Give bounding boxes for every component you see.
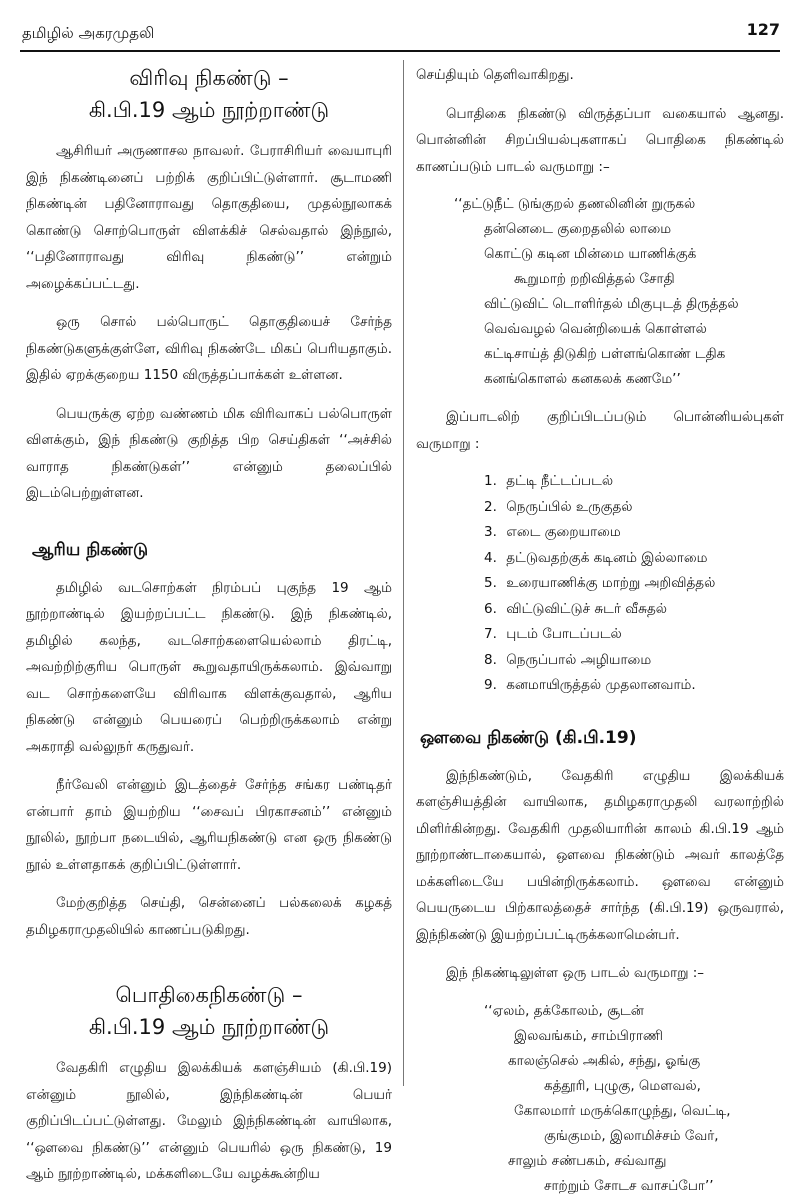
avvai-para-2: இந் நிகண்டிலுள்ள ஒரு பாடல் வருமாறு :– [446, 965, 705, 981]
list-item: 8. நெருப்பால் அழியாமை [484, 651, 652, 668]
verse-line: காலஞ்செல் அகில், சந்து, ஓங்கு [508, 1052, 701, 1069]
viriviu-para-1: ஆசிரியர் அருணாசல நாவலர். பேராசிரியர் வையாபுரி இந் நிகண்டினைப் பற்றிக் குறிப்பிட்டுள்ளார். சூடாமணி நிகண்டின் பதினோராவது தொகுதியை, முதல்நூலாகக் கொண்டு சொற்பொருள் விளக்கிச் செல்வதால் இந்நூல், ‘‘பதினோராவது விரிவு நிகண்டு’’ என்றும் அழைக்கப்பட்டது. [26, 143, 392, 292]
ariya-para-1: தமிழில் வடசொற்கள் நிரம்பப் புகுந்த 19 ஆம் நூற்றாண்டில் இயற்றப்பட்ட நிகண்டு. இந் நிகண்டில், தமிழில் கலந்த, வடசொற்களையெல்லாம் திரட்டி, அவற்றிற்குரிய பொருள் கூறுவதாயிருக்கலாம். இவ்வாறு வட சொற்களையே விரிவாக விளக்குவதால், ஆரிய நிகண்டு என்னும் பெயரைப் பெற்றிருக்கலாம் என்று அகராதி வல்லுநர் கருதுவர். [26, 579, 392, 755]
avvai-para-1: இந்நிகண்டும், வேதகிரி எழுதிய இலக்கியக் களஞ்சியத்தின் வாயிலாக, தமிழகராமுதலி வரலாற்றில் மிளிர்கின்றது. வேதகிரி முதலியாரின் காலம் கி.பி.19 ஆம் நூற்றாண்டாகையால், ஔவை நிகண்டும் அவர் காலத்தே மக்களிடையே பயின்றிருக்கலாம். ஔவை என்னும் பெயருடைய பிற்காலத்தைச் சார்ந்த (கி.பி.19) ஒருவரால், இந்நிகண்டு இயற்றப்பட்டிருக்கலாமென்பர். [416, 767, 784, 943]
verse-line: கொட்டு கடின மின்மை யாணிக்குக் [484, 246, 697, 262]
list-item: 4. தட்டுவதற்குக் கடினம் இல்லாமை [484, 549, 708, 566]
pothigai-section-title [26, 979, 392, 1043]
column-divider [403, 60, 404, 1086]
list-item: 2. நெருப்பில் உருகுதல் [484, 498, 633, 515]
ariya-para-3: மேற்குறித்த செய்தி, சென்னைப் பல்கலைக் கழகத் தமிழகராமுதலியில் காணப்படுகிறது. [26, 895, 392, 938]
page-number: 127 [746, 20, 780, 39]
viriviu-title-line2: கி.பி.19 ஆம் நூற்றாண்டு [88, 98, 330, 122]
viriviu-para-2: ஒரு சொல் பல்பொருட் தொகுதியைச் சேர்ந்த நிகண்டுகளுக்குள்ளே, விரிவு நிகண்டே மிகப் பெரியதாகும். இதில் ஏறக்குறைய 1150 விருத்தப்பாக்கள் உள்ளன. [26, 314, 392, 383]
list-item: 5. உரையாணிக்கு மாற்று அறிவித்தல் [484, 575, 716, 591]
pothigai-title-line2: கி.பி.19 ஆம் நூற்றாண்டு [88, 1015, 330, 1039]
verse-line: கனங்கொளல் கனகலக் கணமே’’ [484, 371, 681, 387]
verse-line: சாலும் சண்பகம், சவ்வாது [508, 1152, 667, 1169]
verse-line: சாற்றும் சோடச வாசப்போ’’ [544, 1177, 714, 1194]
pothigai-para-2: பொதிகை நிகண்டு விருத்தப்பா வகையால் ஆனது. பொன்னின் சிறப்பியல்புகளாகப் பொதிகை நிகண்டில் காணப்படும் பாடல் வருமாறு :– [416, 105, 784, 175]
verse-line: ‘‘ஏலம், தக்கோலம், சூடன் [484, 1002, 644, 1019]
pothigai-title-line1: பொதிகைநிகண்டு – [115, 983, 303, 1007]
verse-line: கட்டிசாய்த் திடுகிற் பள்ளங்கொண் டதிக [484, 346, 726, 362]
verse-line: குங்குமம், இலாமிச்சம் வேர், [544, 1127, 719, 1144]
ariya-heading: ஆரிய நிகண்டு [32, 539, 148, 560]
verse-line: கத்தூரி, புழுகு, மௌவல், [544, 1077, 701, 1094]
verse-line: கோலமார் மருக்கொழுந்து, வெட்டி, [514, 1102, 731, 1119]
right-column [416, 62, 784, 1194]
pothigai-para-1: வேதகிரி எழுதிய இலக்கியக் களஞ்சியம் (கி.பி.19) என்னும் நூலில், இந்நிகண்டின் பெயர் குறிப்பிடப்பட்டுள்ளது. மேலும் இந்நிகண்டின் வாயிலாக, ‘‘ஔவை நிகண்டு’’ என்னும் பெயரில் ஒரு நிகண்டு, 19 ஆம் நூற்றாண்டில், மக்களிடையே வழக்கூன்றிய [26, 1060, 392, 1182]
list-item: 6. விட்டுவிட்டுச் சுடர் வீசுதல் [484, 600, 667, 617]
viriviu-title-line1: விரிவு நிகண்டு – [129, 66, 289, 90]
list-item: 7. புடம் போடப்படல் [484, 626, 622, 642]
left-column [26, 62, 392, 1182]
running-title: தமிழில் அகரமுதலி [22, 24, 155, 42]
verse-line: வெவ்வழல் வென்றியைக் கொள்ளல் [484, 321, 707, 337]
avvai-verse [484, 999, 784, 1199]
viriviu-section-title [26, 62, 392, 126]
verse-line: தன்னெடை குறைதலில் லாமை [484, 221, 672, 237]
avvai-heading: ஔவை நிகண்டு (கி.பி.19) [420, 727, 637, 748]
verse-line: கூறுமாற் றறிவித்தல் சோதி [514, 271, 675, 287]
list-item: 9. கனமாயிருத்தல் முதலானவாம். [484, 677, 696, 693]
viriviu-para-3: பெயருக்கு ஏற்ற வண்ணம் மிக விரிவாகப் பல்பொருள் விளக்கும், இந் நிகண்டு குறித்த பிற செய்திகள் ‘‘அச்சில் வாராத நிகண்டுகள்’’ என்னும் தலைப்பில் இடம்பெற்றுள்ளன. [26, 405, 392, 501]
continued-line: செய்தியும் தெளிவாகிறது. [416, 67, 574, 83]
pothigai-verse [454, 192, 784, 392]
list-item: 1. தட்டி நீட்டப்படல் [484, 473, 614, 489]
gold-properties-list [416, 469, 784, 699]
verse-line: விட்டுவிட் டொளிர்தல் மிகுபுடத் திருத்தல் [484, 296, 739, 312]
pothigai-para-3: இப்பாடலிற் குறிப்பிடப்படும் பொன்னியல்புகள் வருமாறு : [416, 409, 784, 452]
header-rule [20, 50, 780, 52]
verse-line: ‘‘தட்டுநீட் டுங்குறல் தணலினின் றுருகல் [454, 196, 696, 212]
ariya-para-2: நீர்வேலி என்னும் இடத்தைச் சேர்ந்த சங்கர பண்டிதர் என்பார் தாம் இயற்றிய ‘‘சைவப் பிரகாசனம்’’ என்னும் நூலில், நூற்பா நடையில், ஆரியநிகண்டு என ஒரு நிகண்டு நூல் உள்ளதாகக் குறிப்பிட்டுள்ளார். [26, 777, 392, 873]
list-item: 3. எடை குறையாமை [484, 524, 621, 540]
verse-line: இலவங்கம், சாம்பிராணி [514, 1027, 663, 1044]
